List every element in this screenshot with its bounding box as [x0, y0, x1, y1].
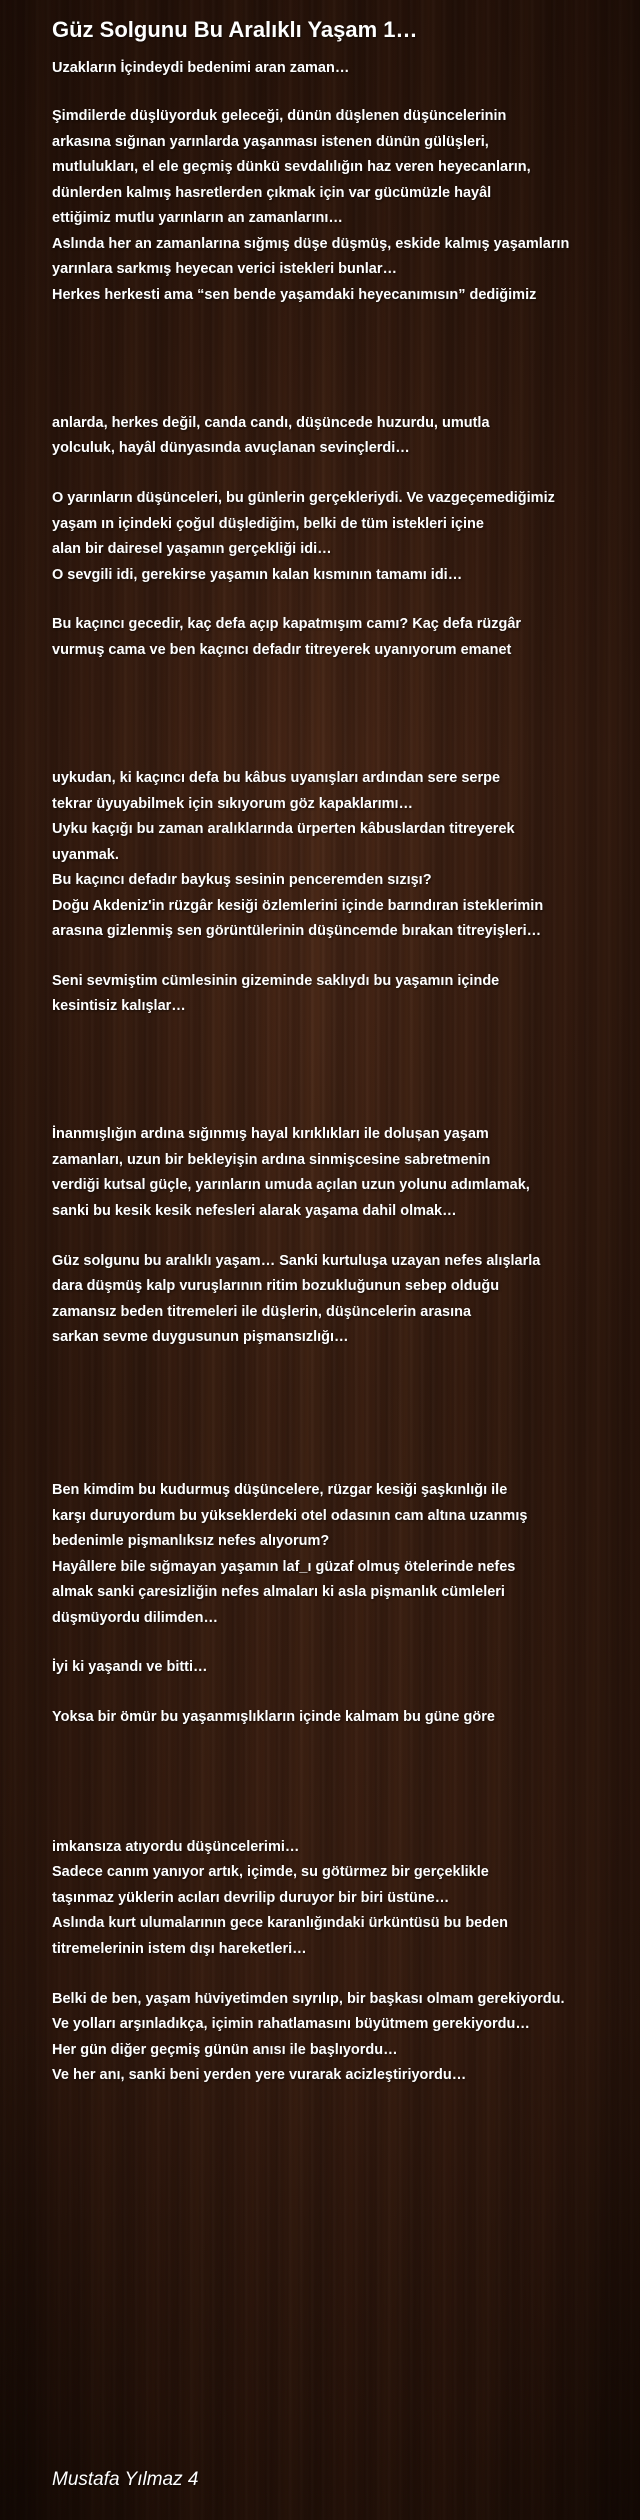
poem-line: Uzakların İçindeydi bedenimi aran zaman… [52, 60, 350, 76]
poem-line: yaşam ın içindeki çoğul düşlediğim, belki de tüm istekleri içine [52, 516, 484, 532]
poem-line: Doğu Akdeniz'in rüzgâr kesiği özlemlerini içinde barındıran isteklerimin [52, 898, 544, 914]
poem-line: İyi ki yaşandı ve bitti… [52, 1659, 208, 1675]
poem-line: uykudan, ki kaçıncı defa bu kâbus uyanışları ardından sere serpe [52, 770, 501, 786]
poem-line: düşmüyordu dilimden… [52, 1610, 218, 1626]
poem-line: arkasına sığınan yarınlarda yaşanması istenen dünün gülüşleri, [52, 134, 489, 150]
poem-line: Aslında kurt ulumalarının gece karanlığındaki ürküntüsü bu beden [52, 1915, 509, 1931]
poem-line: Seni sevmiştim cümlesinin gizeminde saklıydı bu yaşamın içinde [52, 973, 500, 989]
poem-line: almak sanki çaresizliğin nefes almaları ki asla pişmanlık cümleleri [52, 1584, 505, 1600]
poem-line: arasına gizlenmiş sen görüntülerinin düşüncemde bırakan titreyişleri… [52, 923, 542, 939]
poem-line: vurmuş cama ve ben kaçıncı defadır titreyerek uyanıyorum emanet [52, 642, 512, 658]
poem-title: Güz Solgunu Bu Aralıklı Yaşam 1… [52, 17, 418, 42]
poem-line: Herkes herkesti ama “sen bende yaşamdaki heyecanımısın” dediğimiz [52, 287, 537, 303]
poem-line: Bu kaçıncı defadır baykuş sesinin penceremden sızışı? [52, 872, 432, 888]
poem-line: Ve her anı, sanki beni yerden yere vurarak acizleştiriyordu… [52, 2067, 467, 2083]
poem-line: Yoksa bir ömür bu yaşanmışlıkların içinde kalmam bu güne göre [52, 1709, 495, 1725]
poem-line: Ve yolları arşınladıkça, içimin rahatlamasını büyütmem gerekiyordu… [52, 2016, 530, 2032]
poem-line: Aslında her an zamanlarına sığmış düşe düşmüş, eskide kalmış yaşamların [52, 236, 570, 252]
poem-line: verdiği kutsal güçle, yarınların umuda açılan uzun yolunu adımlamak, [52, 1177, 530, 1193]
poem-line: uyanmak. [52, 847, 119, 863]
poem-author: Mustafa Yılmaz 4 [52, 2469, 199, 2490]
poem-line: Belki de ben, yaşam hüviyetimden sıyrılıp, bir başkası olmam gerekiyordu. [52, 1991, 565, 2007]
poem-line: yarınlara sarkmış heyecan verici istekleri bunlar… [52, 261, 397, 277]
poem-line: ettiğimiz mutlu yarınların an zamanlarını… [52, 210, 343, 226]
poem-line: Sadece canım yanıyor artık, içimde, su götürmez bir gerçeklikle [52, 1864, 489, 1880]
poem-line: O yarınların düşünceleri, bu günlerin gerçekleriydi. Ve vazgeçemediğimiz [52, 490, 555, 506]
poem-line: taşınmaz yüklerin acıları devrilip duruyor bir biri üstüne… [52, 1890, 450, 1906]
poem-line: dünlerden kalmış hasretlerden çıkmak için var gücümüzle hayâl [52, 185, 492, 201]
poem-line: karşı duruyordum bu yükseklerdeki otel odasının cam altına uzanmış [52, 1508, 528, 1524]
poem-line: titremelerinin istem dışı hareketleri… [52, 1941, 307, 1957]
poem-line: mutlulukları, el ele geçmiş dünkü sevdalılığın haz veren heyecanların, [52, 159, 531, 175]
poem-line: Bu kaçıncı gecedir, kaç defa açıp kapatmışım camı? Kaç defa rüzgâr [52, 616, 522, 632]
poem-line: kesintisiz kalışlar… [52, 998, 186, 1014]
poem-line: Uyku kaçığı bu zaman aralıklarında ürperten kâbuslardan titreyerek [52, 821, 515, 837]
poem-line: anlarda, herkes değil, canda candı, düşüncede huzurdu, umutla [52, 415, 490, 431]
poem-line: zamansız beden titremeleri ile düşlerin, düşüncelerin arasına [52, 1304, 472, 1320]
poem-line: sarkan sevme duygusunun pişmansızlığı… [52, 1329, 349, 1345]
poem-line: Şimdilerde düşlüyorduk geleceği, dünün düşlenen düşüncelerinin [52, 108, 507, 124]
poem-line: İnanmışlığın ardına sığınmış hayal kırıklıkları ile dolușan yaşam [52, 1126, 489, 1142]
poem-line: imkansıza atıyordu düşüncelerimi… [52, 1839, 300, 1855]
poem-line: zamanları, uzun bir bekleyişin ardına sinmişcesine sabretmenin [52, 1152, 491, 1168]
poem-line: tekrar üyuyabilmek için sıkıyorum göz kapaklarımı… [52, 796, 414, 812]
poem-line: Güz solgunu bu aralıklı yaşam… Sanki kurtuluşa uzayan nefes alışlarla [52, 1253, 541, 1269]
poem-line: sanki bu kesik kesik nefesleri alarak yaşama dahil olmak… [52, 1203, 457, 1219]
poem-line: yolculuk, hayâl dünyasında avuçlanan sevinçlerdi… [52, 440, 410, 456]
poem-line: O sevgili idi, gerekirse yaşamın kalan kısmının tamamı idi… [52, 567, 463, 583]
poem-line: dara düşmüş kalp vuruşlarının ritim bozukluğunun sebep olduğu [52, 1278, 500, 1294]
poem-line: bedenimle pişmanlıksız nefes alıyorum? [52, 1533, 330, 1549]
poem-line: Her gün diğer geçmiş günün anısı ile başlıyordu… [52, 2042, 398, 2058]
poem-line: Hayâllere bile sığmayan yaşamın laf_ı güzaf olmuş ötelerinde nefes [52, 1559, 516, 1575]
poem-line: alan bir dairesel yaşamın gerçekliği idi… [52, 541, 332, 557]
poem-line: Ben kimdim bu kudurmuş düşüncelere, rüzgar kesiği şaşkınlığı ile [52, 1482, 508, 1498]
